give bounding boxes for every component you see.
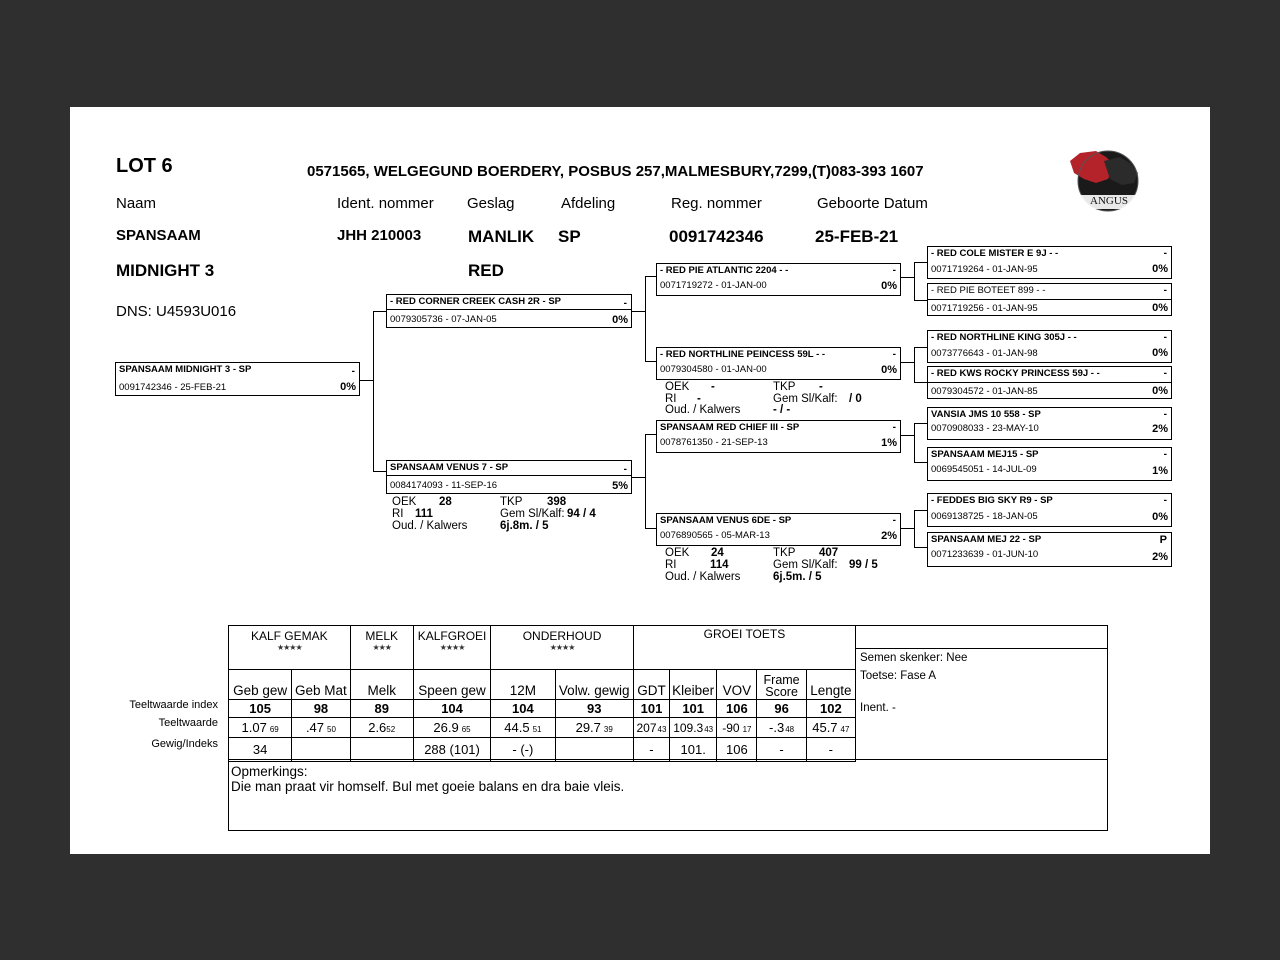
gi-value xyxy=(350,738,413,762)
line-subject xyxy=(359,380,374,381)
dd-gem-label: Gem Sl/Kalf: xyxy=(773,559,838,571)
g2-sep xyxy=(928,299,1171,300)
ss-reg: 0071719272 - 01-JAN-00 xyxy=(660,280,767,291)
g6-mark: - xyxy=(1163,449,1167,460)
line-ss-vert xyxy=(914,262,915,301)
tv-value: -.3 xyxy=(769,720,785,735)
dd-oud-label: Oud. / Kalwers xyxy=(665,571,741,583)
tv-cell xyxy=(555,718,633,738)
line-sd-out xyxy=(900,362,915,363)
remarks-text: Die man praat vir homself. Bul met goeie balans en dra baie vleis. xyxy=(231,779,625,794)
gi-value: - (-) xyxy=(491,738,555,762)
dd-tkp-label: TKP xyxy=(773,547,796,559)
index-value: 98 xyxy=(292,700,350,718)
g5-pct: 2% xyxy=(1152,423,1168,435)
animal-sex: MANLIK xyxy=(468,227,535,246)
dd-oek-label: OEK xyxy=(665,547,690,559)
g3-name: - RED NORTHLINE KING 305J - - xyxy=(931,332,1077,343)
tv-cell xyxy=(806,718,855,738)
tv-cell xyxy=(633,718,669,738)
col-12m: 12M xyxy=(491,670,555,700)
subject-name: SPANSAAM MIDNIGHT 3 - SP xyxy=(119,364,252,375)
dd-tkp: 407 xyxy=(819,547,839,559)
group-groei-toets xyxy=(633,626,855,670)
animal-name-line1: SPANSAAM xyxy=(116,227,201,244)
sd-oek-label: OEK xyxy=(665,381,690,393)
col-volw-gewig: Volw. gewig xyxy=(555,670,633,700)
sd-ri-label: RI xyxy=(665,393,677,405)
tv-accuracy: 43 xyxy=(657,724,667,734)
angus-logo xyxy=(1068,145,1148,215)
label-reg: Reg. nommer xyxy=(671,195,762,212)
index-value: 102 xyxy=(806,700,855,718)
group-melk-label: MELK xyxy=(365,629,399,643)
dd-oek: 24 xyxy=(711,547,724,559)
catalogue-sheet xyxy=(70,107,1210,854)
col-gdt: GDT xyxy=(633,670,669,700)
ss-pct: 0% xyxy=(881,280,897,292)
label-geslag: Geslag xyxy=(467,195,515,212)
dam-sep xyxy=(387,475,631,476)
label-naam: Naam xyxy=(116,195,157,212)
g6-name: SPANSAAM MEJ15 - SP xyxy=(931,449,1039,460)
group-onderhoud-label: ONDERHOUD xyxy=(522,629,602,643)
row-label-index: Teeltwaarde index xyxy=(129,699,218,711)
tv-accuracy: 52 xyxy=(386,725,396,734)
teeltwaarde-row xyxy=(229,718,856,738)
g8-mark: P xyxy=(1159,534,1167,546)
gi-value: 101. xyxy=(670,738,717,762)
g2-reg: 0071719256 - 01-JAN-95 xyxy=(931,303,1038,314)
pedigree-sire-dam xyxy=(656,347,901,380)
lot-number: LOT 6 xyxy=(116,155,173,177)
gi-value: 106 xyxy=(717,738,757,762)
g8-pct: 2% xyxy=(1152,551,1168,563)
pedigree-gen3-6 xyxy=(927,447,1172,481)
remarks-box xyxy=(228,759,1108,831)
tv-value: 207 xyxy=(636,720,657,735)
g4-pct: 0% xyxy=(1152,385,1168,397)
group-kalfgroei xyxy=(413,626,490,670)
line-dam-vert xyxy=(645,434,646,529)
vaccination: Inent. - xyxy=(860,702,896,714)
tv-accuracy: 69 xyxy=(269,725,279,734)
dd-mark: - xyxy=(892,515,896,526)
line-g7 xyxy=(914,510,928,511)
test-phase: Toetse: Fase A xyxy=(860,670,937,682)
line-dam-out xyxy=(631,477,646,478)
line-sd-vert xyxy=(914,347,915,383)
g1-reg: 0071719264 - 01-JAN-95 xyxy=(931,264,1038,275)
g7-pct: 0% xyxy=(1152,511,1168,523)
animal-dob: 25-FEB-21 xyxy=(815,227,899,246)
side-info-divider xyxy=(855,648,1107,649)
dam-tkp-label: TKP xyxy=(500,496,523,508)
g5-reg: 0070908033 - 23-MAY-10 xyxy=(931,423,1039,434)
group-kalf-label: KALF GEMAK xyxy=(250,629,328,643)
gi-value xyxy=(555,738,633,762)
label-afdeling: Afdeling xyxy=(561,195,616,212)
dd-name: SPANSAAM VENUS 6DE - SP xyxy=(660,515,792,526)
sd-reg: 0079304580 - 01-JAN-00 xyxy=(660,364,767,375)
sd-pct: 0% xyxy=(881,364,897,376)
pedigree-dam-sire xyxy=(656,420,901,453)
col-geb-mat: Geb Mat xyxy=(292,670,350,700)
g6-pct: 1% xyxy=(1152,465,1168,477)
label-ident: Ident. nommer xyxy=(337,195,434,212)
animal-name-line2: MIDNIGHT 3 xyxy=(116,261,215,280)
g1-mark: - xyxy=(1163,248,1167,259)
line-g8 xyxy=(914,547,928,548)
ds-mark: - xyxy=(892,422,896,433)
label-geboorte: Geboorte Datum xyxy=(817,195,928,212)
animal-reg: 0091742346 xyxy=(669,227,764,246)
tv-value: 1.07 xyxy=(241,720,267,735)
index-value: 101 xyxy=(670,700,717,718)
tv-cell xyxy=(757,718,806,738)
sire-reg: 0079305736 - 07-JAN-05 xyxy=(390,314,497,325)
pedigree-gen3-8 xyxy=(927,532,1172,567)
group-header-row xyxy=(229,626,856,670)
index-value: 104 xyxy=(413,700,490,718)
sd-name: - RED NORTHLINE PEINCESS 59L - - xyxy=(660,349,826,360)
tv-cell xyxy=(292,718,350,738)
line-g5 xyxy=(914,423,928,424)
line-to-dam xyxy=(373,471,387,472)
line-to-sire xyxy=(373,311,387,312)
tv-value: 45.7 xyxy=(812,720,838,735)
g2-mark: - xyxy=(1163,285,1167,296)
dam-oud: 6j.8m. / 5 xyxy=(500,520,549,532)
melk-stars: ★★★ xyxy=(372,643,391,652)
sd-oud: - / - xyxy=(773,404,791,416)
sire-name: - RED CORNER CREEK CASH 2R - SP xyxy=(390,296,562,307)
tv-cell xyxy=(350,718,413,738)
g3-mark: - xyxy=(1163,332,1167,343)
tv-accuracy: 51 xyxy=(532,725,542,734)
remarks-label: Opmerkings: xyxy=(231,764,308,779)
side-info-panel xyxy=(855,625,1108,760)
animal-dns: DNS: U4593U016 xyxy=(116,303,237,320)
pedigree-subject xyxy=(115,362,360,396)
index-row xyxy=(229,700,856,718)
group-groei-label: GROEI TOETS xyxy=(703,627,786,641)
pedigree-dam-dam xyxy=(656,513,901,546)
tv-accuracy: 39 xyxy=(603,725,613,734)
pedigree-sire-sire xyxy=(656,263,901,296)
dam-tkp: 398 xyxy=(547,496,567,508)
subject-reg: 0091742346 - 25-FEB-21 xyxy=(119,382,227,393)
dam-oud-label: Oud. / Kalwers xyxy=(392,520,468,532)
sd-ri: - xyxy=(697,393,701,405)
group-kalf-gemak xyxy=(229,626,351,670)
g4-mark: - xyxy=(1163,368,1167,379)
sire-pct: 0% xyxy=(612,314,628,326)
tv-cell xyxy=(491,718,555,738)
ds-name: SPANSAAM RED CHIEF III - SP xyxy=(660,422,800,433)
line-ds-vert xyxy=(914,423,915,463)
onderhoud-stars: ★★★★ xyxy=(549,643,575,652)
g5-name: VANSIA JMS 10 558 - SP xyxy=(931,409,1041,420)
g4-sep xyxy=(928,382,1171,383)
line-gen1-vert xyxy=(373,311,374,472)
line-g2 xyxy=(914,300,928,301)
subject-pct: 0% xyxy=(340,381,356,393)
dd-ri-label: RI xyxy=(665,559,677,571)
col-geb-gew: Geb gew xyxy=(229,670,292,700)
line-g1 xyxy=(914,262,928,263)
dam-reg: 0084174093 - 11-SEP-16 xyxy=(390,480,498,491)
dam-mark: - xyxy=(623,464,627,475)
sire-sep xyxy=(387,309,631,310)
semen-donor: Semen skenker: Nee xyxy=(860,652,968,664)
tv-accuracy: 43 xyxy=(704,724,714,734)
tv-value: -90 xyxy=(722,720,740,735)
sd-tkp: - xyxy=(819,381,823,393)
pedigree-dam xyxy=(386,460,632,494)
dd-gem: 99 / 5 xyxy=(849,559,878,571)
line-g3 xyxy=(914,347,928,348)
col-vov: VOV xyxy=(717,670,757,700)
tv-value: 29.7 xyxy=(575,720,601,735)
ds-reg: 0078761350 - 21-SEP-13 xyxy=(660,437,768,448)
pedigree-gen3-1 xyxy=(927,246,1172,279)
gi-value: - xyxy=(806,738,855,762)
line-g4 xyxy=(914,382,928,383)
subject-mark: - xyxy=(351,366,355,377)
g1-pct: 0% xyxy=(1152,263,1168,275)
dam-oek-label: OEK xyxy=(392,496,417,508)
dam-oek: 28 xyxy=(439,496,452,508)
g7-name: - FEDDES BIG SKY R9 - SP xyxy=(931,495,1053,506)
tv-accuracy: 47 xyxy=(840,725,850,734)
tv-value: .47 xyxy=(305,720,325,735)
col-speen-gew: Speen gew xyxy=(413,670,490,700)
tv-accuracy: 17 xyxy=(742,724,752,734)
index-value: 105 xyxy=(229,700,292,718)
g2-pct: 0% xyxy=(1152,302,1168,314)
tv-cell xyxy=(670,718,717,738)
row-label-gi: Gewig/Indeks xyxy=(151,738,218,750)
tv-accuracy: 50 xyxy=(327,725,336,734)
line-sire-vert xyxy=(645,276,646,362)
line-ds-out xyxy=(900,435,915,436)
tv-value: 44.5 xyxy=(504,720,530,735)
index-value: 89 xyxy=(350,700,413,718)
kalfgroei-stars: ★★★★ xyxy=(439,643,465,652)
g8-reg: 0071233639 - 01-JUN-10 xyxy=(931,549,1039,560)
index-value: 93 xyxy=(555,700,633,718)
dam-ri-label: RI xyxy=(392,508,404,520)
gi-value: 288 (101) xyxy=(413,738,490,762)
gi-value: - xyxy=(633,738,669,762)
dd-oud: 6j.5m. / 5 xyxy=(773,571,822,583)
sd-gem: / 0 xyxy=(849,393,862,405)
tv-accuracy: 48 xyxy=(785,725,795,734)
dam-gem-label: Gem Sl/Kalf: xyxy=(500,508,565,520)
row-label-tv: Teeltwaarde xyxy=(158,717,218,729)
sire-mark: - xyxy=(623,298,627,309)
tv-value: 2.6 xyxy=(368,720,387,735)
tv-value: 26.9 xyxy=(433,720,459,735)
g1-name: - RED COLE MISTER E 9J - - xyxy=(931,248,1059,259)
gi-value: - xyxy=(757,738,806,762)
pedigree-gen3-5 xyxy=(927,407,1172,440)
kalf-stars: ★★★★ xyxy=(276,643,302,652)
tv-cell xyxy=(229,718,292,738)
ss-name: - RED PIE ATLANTIC 2204 - - xyxy=(660,265,789,276)
pedigree-sire xyxy=(386,294,632,328)
line-dd-vert xyxy=(914,510,915,548)
line-dd-out xyxy=(900,528,915,529)
tv-cell xyxy=(717,718,757,738)
g7-mark: - xyxy=(1163,495,1167,506)
dam-gem: 94 / 4 xyxy=(567,508,596,520)
animal-dept: SP xyxy=(558,227,581,246)
sd-gem-label: Gem Sl/Kalf: xyxy=(773,393,838,405)
animal-ident: JHH 210003 xyxy=(337,227,422,244)
col-lengte: Lengte xyxy=(806,670,855,700)
g7-reg: 0069138725 - 18-JAN-05 xyxy=(931,511,1038,522)
pedigree-gen3-7 xyxy=(927,493,1172,527)
column-header-row xyxy=(229,670,856,700)
g6-reg: 0069545051 - 14-JUL-09 xyxy=(931,464,1037,475)
index-value: 104 xyxy=(491,700,555,718)
gewig-indeks-row xyxy=(229,738,856,762)
pedigree-gen3-2 xyxy=(927,283,1172,316)
ds-pct: 1% xyxy=(881,437,897,449)
tv-cell xyxy=(413,718,490,738)
g4-reg: 0079304572 - 01-JAN-85 xyxy=(931,386,1038,397)
dd-ri: 114 xyxy=(710,559,729,571)
col-melk: Melk xyxy=(350,670,413,700)
sd-mark: - xyxy=(892,349,896,360)
pedigree-gen3-3 xyxy=(927,330,1172,363)
sd-tkp-label: TKP xyxy=(773,381,796,393)
tv-value: 109.3 xyxy=(673,720,704,735)
animal-color: RED xyxy=(468,261,504,280)
index-value: 96 xyxy=(757,700,806,718)
tv-accuracy: 65 xyxy=(461,725,471,734)
g8-name: SPANSAAM MEJ 22 - SP xyxy=(931,534,1042,545)
line-sire-out xyxy=(631,311,646,312)
group-onderhoud xyxy=(491,626,634,670)
dam-ri: 111 xyxy=(415,508,433,520)
dam-pct: 5% xyxy=(612,480,628,492)
index-value: 101 xyxy=(633,700,669,718)
g3-reg: 0073776643 - 01-JAN-98 xyxy=(931,348,1038,359)
line-g6 xyxy=(914,462,928,463)
breeding-values-table xyxy=(228,625,856,762)
index-value: 106 xyxy=(717,700,757,718)
dam-name: SPANSAAM VENUS 7 - SP xyxy=(390,462,509,473)
g5-mark: - xyxy=(1163,409,1167,420)
group-kalfgroei-label: KALFGROEI xyxy=(417,629,487,643)
g3-pct: 0% xyxy=(1152,347,1168,359)
sd-oud-label: Oud. / Kalwers xyxy=(665,404,741,416)
col-frame-score: Frame Score xyxy=(757,670,806,700)
dd-reg: 0076890565 - 05-MAR-13 xyxy=(660,530,770,541)
gi-value: 34 xyxy=(229,738,292,762)
pedigree-gen3-4 xyxy=(927,366,1172,399)
gi-value xyxy=(292,738,350,762)
breeder-info: 0571565, WELGEGUND BOERDERY, POSBUS 257,MALMESBURY,7299,(T)083-393 1607 xyxy=(307,163,924,180)
sd-oek: - xyxy=(711,381,715,393)
logo-text: ANGUS xyxy=(1090,195,1128,207)
group-melk xyxy=(350,626,413,670)
g4-name: - RED KWS ROCKY PRINCESS 59J - - xyxy=(931,368,1100,379)
dd-pct: 2% xyxy=(881,530,897,542)
col-kleiber: Kleiber xyxy=(670,670,717,700)
ss-mark: - xyxy=(892,265,896,276)
g2-name: - RED PIE BOTEET 899 - - xyxy=(931,285,1046,296)
line-ss-out xyxy=(900,277,915,278)
